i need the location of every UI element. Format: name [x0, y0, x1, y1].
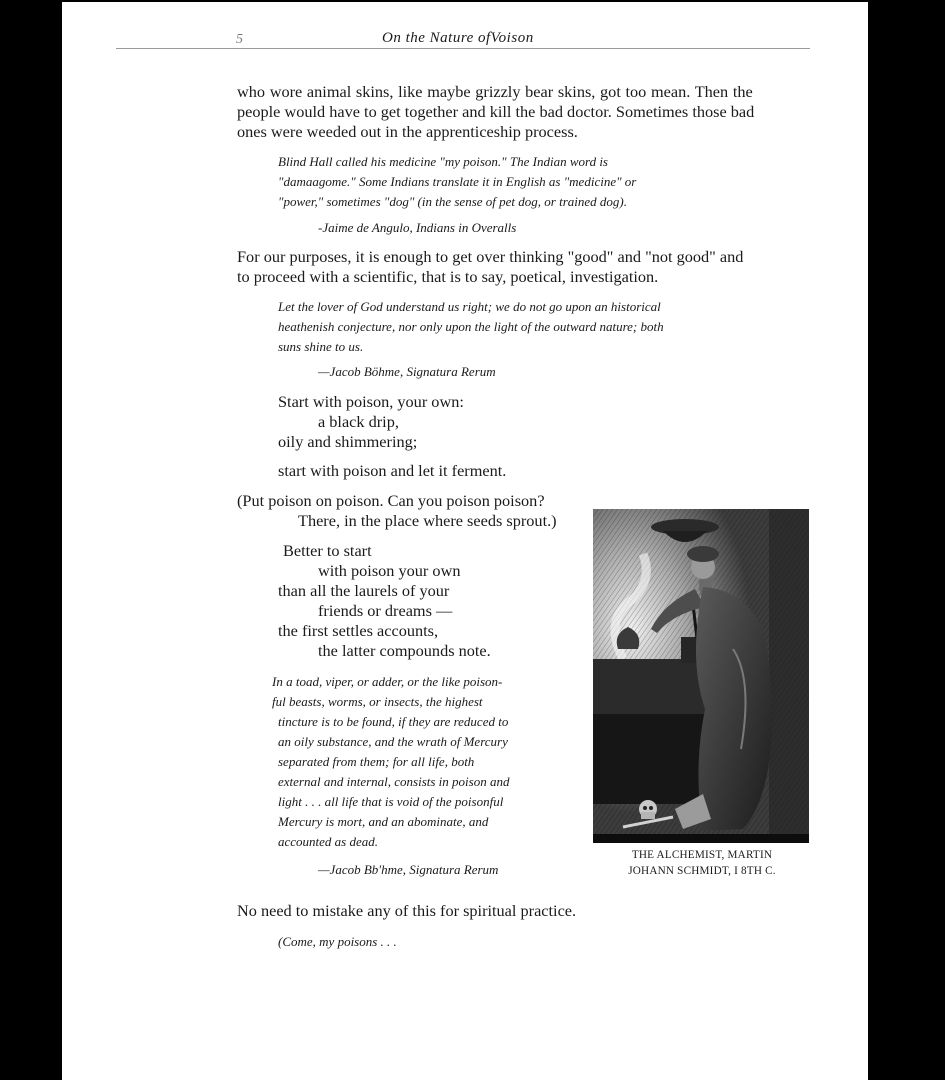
page-number: 5	[236, 32, 243, 47]
quote-line: Let the lover of God understand us right; we do not go upon an historical	[278, 299, 661, 314]
figure-caption	[602, 847, 802, 879]
caption-line: JOHANN SCHMIDT, I 8TH C.	[628, 865, 776, 877]
caption-line: THE ALCHEMIST, MARTIN	[631, 849, 773, 861]
quote-line: suns shine to us.	[278, 339, 364, 354]
verse-line: a black drip,	[318, 412, 399, 431]
quote-bohme-2	[272, 672, 572, 852]
verse-line: (Put poison on poison. Can you poison poison?	[237, 491, 545, 510]
verse-line: than all the laurels of your	[278, 581, 450, 600]
verse-line: oily and shimmering;	[278, 432, 418, 451]
quote-bohme-1	[278, 297, 798, 357]
verse-line: There, in the place where seeds sprout.)	[298, 511, 557, 530]
book-page	[62, 2, 868, 1080]
verse-line: Better to start	[283, 541, 372, 560]
quote-de-angulo	[278, 152, 798, 212]
quote-line: light . . . all life that is void of the poisonful	[278, 794, 504, 809]
attribution-bohme-2: —Jacob Bb'hme, Signatura Rerum	[318, 862, 499, 877]
quote-line: an oily substance, and the wrath of Mercury	[278, 734, 508, 749]
paragraph-3: No need to mistake any of this for spiritual practice.	[237, 901, 577, 920]
verse-line: the first settles accounts,	[278, 621, 439, 640]
paragraph-line: people would have to get together and kill the bad doctor. Sometimes those bad	[237, 102, 755, 121]
quote-line: heathenish conjecture, nor only upon the light of the outward nature; both	[278, 319, 664, 334]
paragraph-2	[237, 247, 817, 287]
attribution-bohme-1: —Jacob Böhme, Signatura Rerum	[318, 364, 496, 379]
verse-line-ferment: start with poison and let it ferment.	[278, 461, 507, 480]
quote-line: Mercury is mort, and an abominate, and	[278, 814, 489, 829]
quote-line: ful beasts, worms, or insects, the highest	[272, 694, 483, 709]
quote-come-my-poisons: (Come, my poisons . . .	[278, 934, 397, 949]
paragraph-line: ones were weeded out in the apprenticeship process.	[237, 122, 578, 141]
verse-start-with-poison	[278, 392, 464, 452]
paragraph-line: who wore animal skins, like maybe grizzly bear skins, got too mean. Then the	[237, 82, 753, 101]
running-title: On the Nature ofVoison	[382, 30, 534, 46]
verse-line: with poison your own	[318, 561, 461, 580]
quote-line: "damaagome." Some Indians translate it in English as "medicine" or	[278, 174, 637, 189]
paragraph-line: For our purposes, it is enough to get over thinking "good" and "not good" and	[237, 247, 744, 266]
verse-poison-on-poison	[237, 491, 557, 531]
verse-line: friends or dreams —	[318, 601, 453, 620]
alchemist-engraving	[593, 509, 809, 843]
quote-line: In a toad, viper, or adder, or the like poison-	[272, 674, 503, 689]
paragraph-1	[237, 82, 817, 142]
paragraph-line: to proceed with a scientific, that is to say, poetical, investigation.	[237, 267, 659, 286]
quote-line: external and internal, consists in poison and	[278, 774, 510, 789]
quote-line: "power," sometimes "dog" (in the sense of pet dog, or trained dog).	[278, 194, 627, 209]
verse-line: the latter compounds note.	[318, 641, 491, 660]
quote-line: separated from them; for all life, both	[278, 754, 475, 769]
verse-line: Start with poison, your own:	[278, 392, 464, 411]
header-rule	[116, 48, 810, 49]
verse-better-to-start	[278, 541, 491, 661]
attribution-de-angulo: -Jaime de Angulo, Indians in Overalls	[318, 220, 517, 235]
quote-line: accounted as dead.	[278, 834, 379, 849]
quote-line: tincture is to be found, if they are reduced to	[278, 714, 509, 729]
quote-line: Blind Hall called his medicine "my poison." The Indian word is	[278, 154, 608, 169]
